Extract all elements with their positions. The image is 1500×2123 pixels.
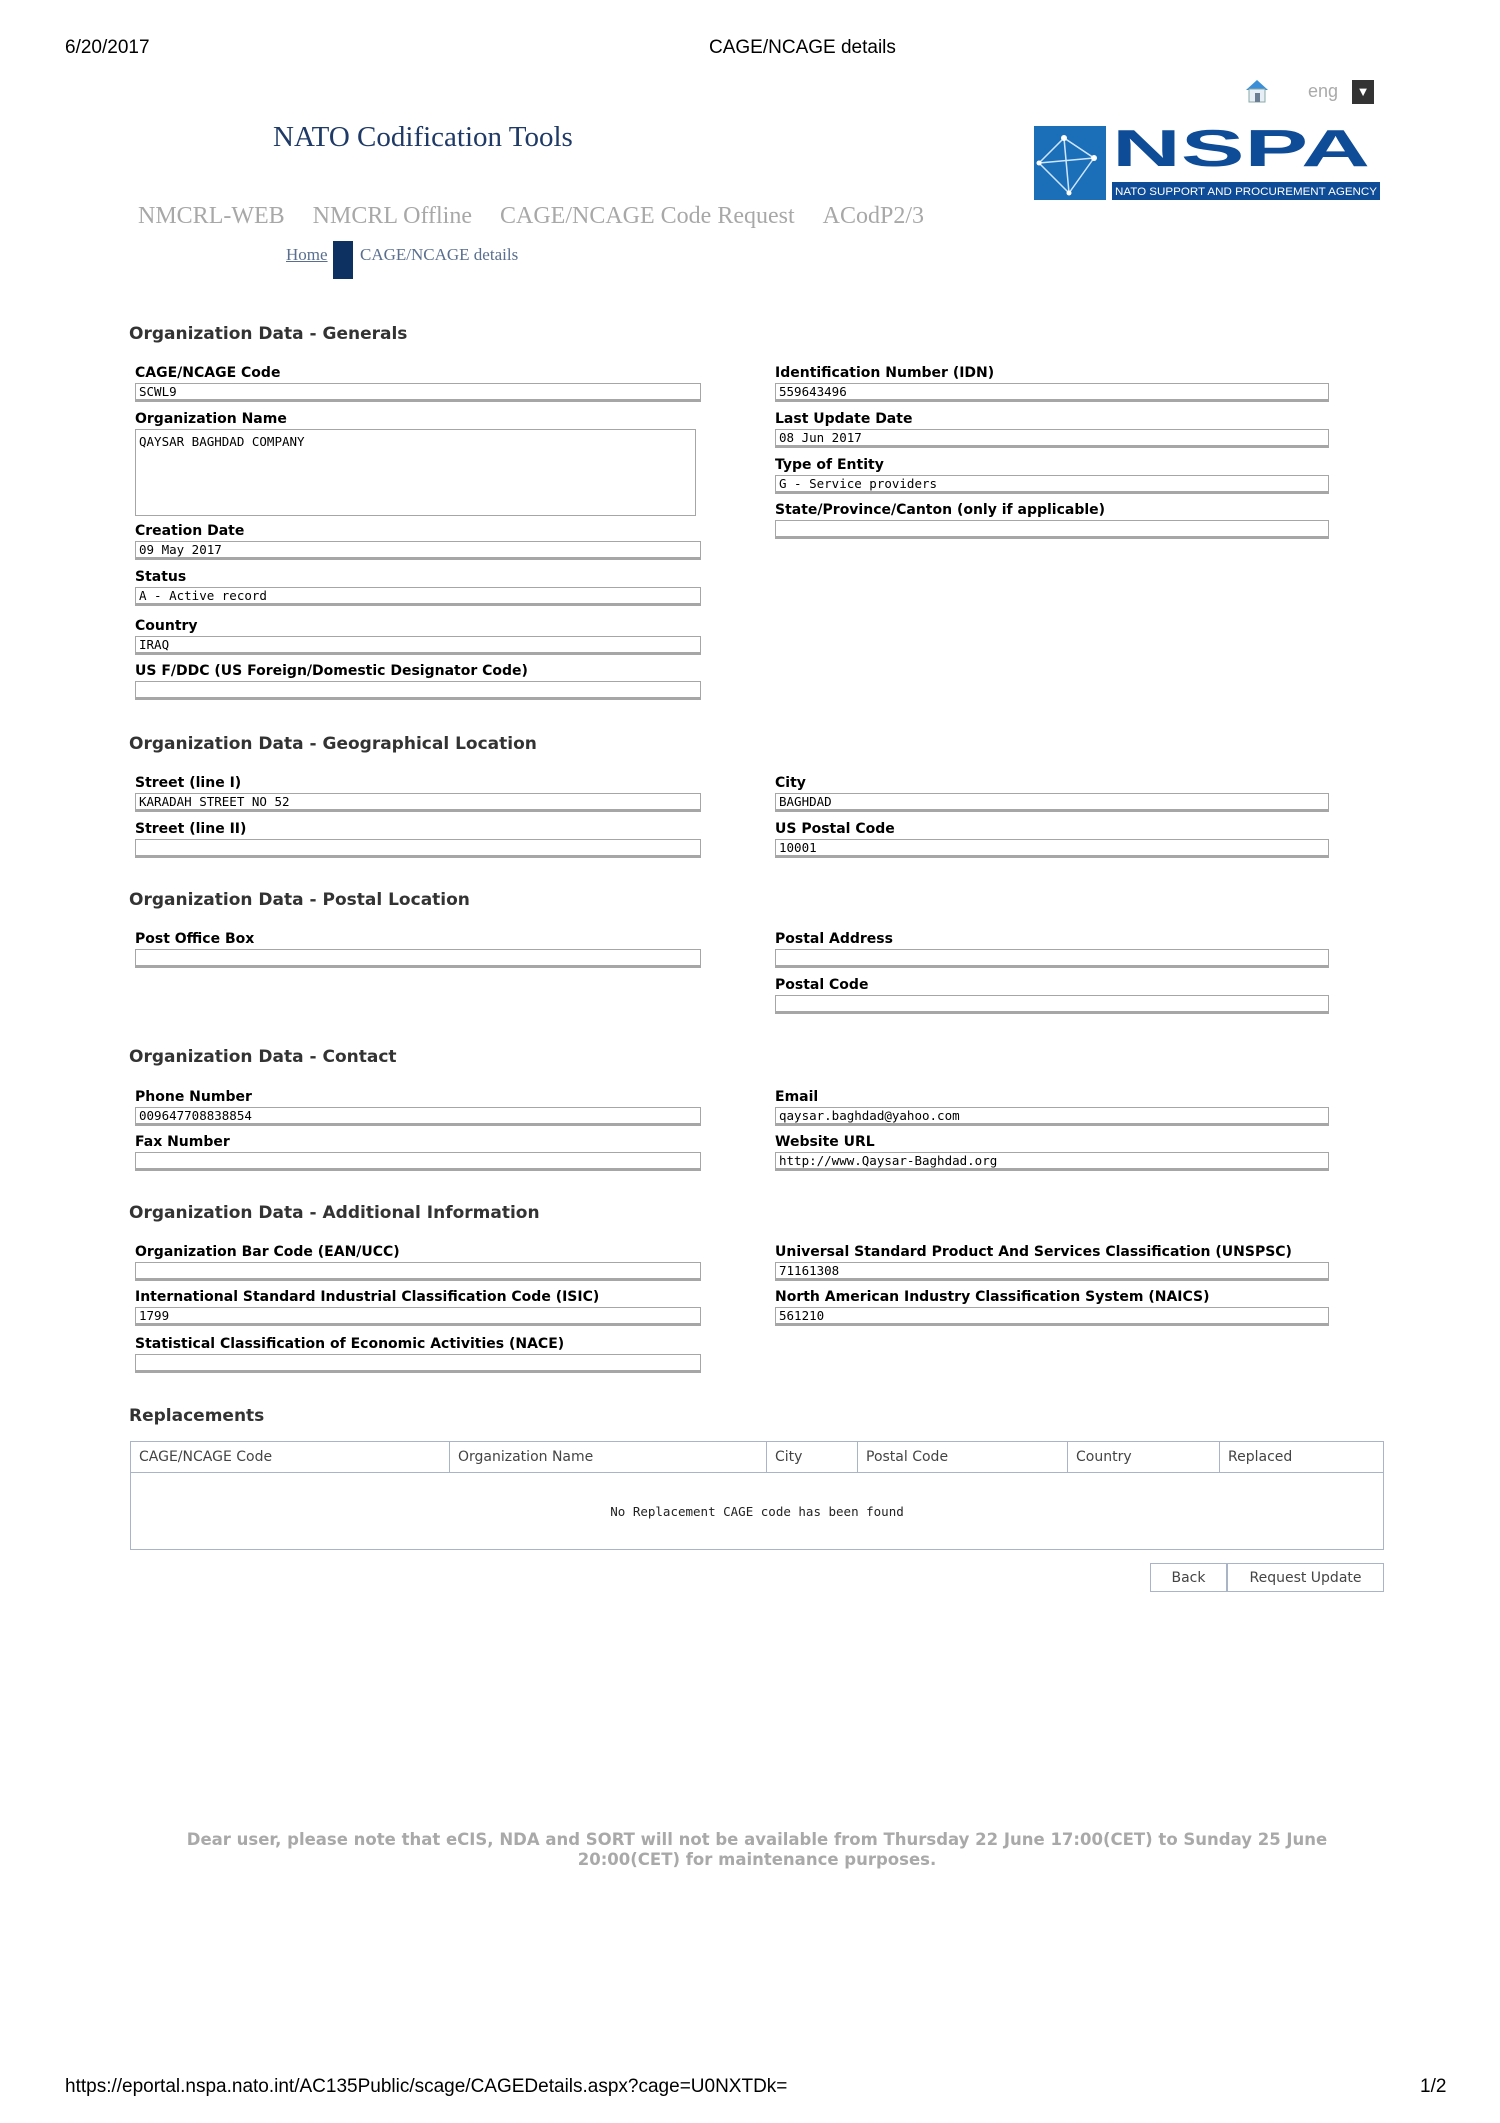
main-nav [138, 203, 924, 230]
print-page-number: 1/2 [1420, 2076, 1447, 2097]
phone-number-field[interactable]: 009647708838854 [135, 1107, 701, 1126]
maintenance-notice: Dear user, please note that eCIS, NDA and SORT will not be available from Thursday 22 June 17:00(CET) to Sunday 25 June 20:00(CET) for maintenance purposes. [186, 1830, 1328, 1869]
organization-name-label: Organization Name [135, 411, 287, 427]
print-title: CAGE/NCAGE details [709, 37, 896, 58]
breadcrumb-current: CAGE/NCAGE details [360, 245, 519, 264]
col-postal-code: Postal Code [858, 1442, 1068, 1473]
section-replacements: Replacements [129, 1406, 265, 1426]
universal-standard-product-and-services-classification-unspsc-field[interactable]: 71161308 [775, 1262, 1329, 1281]
type-of-entity-label: Type of Entity [775, 457, 884, 473]
nav-nmcrl-web[interactable]: NMCRL-WEB [138, 203, 285, 229]
city-field[interactable]: BAGHDAD [775, 793, 1329, 812]
city-label: City [775, 775, 806, 791]
creation-date-label: Creation Date [135, 523, 245, 539]
col-city: City [767, 1442, 858, 1473]
last-update-date-label: Last Update Date [775, 411, 913, 427]
section-contact: Organization Data - Contact [129, 1047, 397, 1067]
website-url-field[interactable]: http://www.Qaysar-Baghdad.org [775, 1152, 1329, 1171]
language-selector[interactable]: eng [1308, 81, 1339, 101]
postal-code-field[interactable] [775, 995, 1329, 1014]
street-line-ii-label: Street (line II) [135, 821, 247, 837]
us-f-ddc-us-foreign-domestic-designator-code-field[interactable] [135, 681, 701, 700]
cage-ncage-code-field[interactable]: SCWL9 [135, 383, 701, 402]
fax-number-label: Fax Number [135, 1134, 230, 1150]
statistical-classification-of-economic-activities-nace-label: Statistical Classification of Economic Activities (NACE) [135, 1336, 565, 1352]
svg-text:NSPA: NSPA [1112, 120, 1370, 178]
identification-number-idn-field[interactable]: 559643496 [775, 383, 1329, 402]
last-update-date-field[interactable]: 08 Jun 2017 [775, 429, 1329, 448]
street-line-ii-field[interactable] [135, 839, 701, 858]
us-postal-code-field[interactable]: 10001 [775, 839, 1329, 858]
international-standard-industrial-classification-code-isic-label: International Standard Industrial Classification Code (ISIC) [135, 1289, 600, 1305]
section-generals: Organization Data - Generals [129, 324, 408, 344]
nav-nmcrl-offline[interactable]: NMCRL Offline [312, 203, 472, 229]
country-field[interactable]: IRAQ [135, 636, 701, 655]
site-title: NATO Codification Tools [273, 121, 573, 153]
postal-address-field[interactable] [775, 949, 1329, 968]
replacements-table [130, 1441, 1384, 1550]
section-additional: Organization Data - Additional Information [129, 1203, 540, 1223]
north-american-industry-classification-system-naics-label: North American Industry Classification System (NAICS) [775, 1289, 1210, 1305]
website-url-label: Website URL [775, 1134, 875, 1150]
organization-bar-code-ean-ucc-field[interactable] [135, 1262, 701, 1281]
north-american-industry-classification-system-naics-field[interactable]: 561210 [775, 1307, 1329, 1326]
print-date: 6/20/2017 [65, 37, 150, 58]
postal-address-label: Postal Address [775, 931, 893, 947]
post-office-box-label: Post Office Box [135, 931, 255, 947]
fax-number-field[interactable] [135, 1152, 701, 1171]
section-geo: Organization Data - Geographical Location [129, 734, 537, 754]
status-field[interactable]: A - Active record [135, 587, 701, 606]
organization-bar-code-ean-ucc-label: Organization Bar Code (EAN/UCC) [135, 1244, 400, 1260]
phone-number-label: Phone Number [135, 1089, 252, 1105]
cage-ncage-code-label: CAGE/NCAGE Code [135, 365, 281, 381]
us-f-ddc-us-foreign-domestic-designator-code-label: US F/DDC (US Foreign/Domestic Designator Code) [135, 663, 528, 679]
email-field[interactable]: qaysar.baghdad@yahoo.com [775, 1107, 1329, 1126]
breadcrumb-home[interactable]: Home [286, 245, 328, 264]
street-line-i-field[interactable]: KARADAH STREET NO 52 [135, 793, 701, 812]
home-icon[interactable] [1243, 78, 1271, 104]
col-organization-name: Organization Name [450, 1442, 767, 1473]
creation-date-field[interactable]: 09 May 2017 [135, 541, 701, 560]
nspa-logo [1034, 120, 1382, 202]
breadcrumb-separator [333, 241, 353, 279]
back-button[interactable]: Back [1150, 1563, 1227, 1592]
email-label: Email [775, 1089, 819, 1105]
state-province-canton-only-if-applicable-label: State/Province/Canton (only if applicable) [775, 502, 1106, 518]
post-office-box-field[interactable] [135, 949, 701, 968]
street-line-i-label: Street (line I) [135, 775, 242, 791]
svg-text:NATO SUPPORT AND PROCUREMENT A: NATO SUPPORT AND PROCUREMENT AGENCY [1115, 186, 1378, 198]
empty-message: No Replacement CAGE code has been found [610, 1503, 904, 1519]
section-postal: Organization Data - Postal Location [129, 890, 470, 910]
col-replaced: Replaced [1220, 1442, 1384, 1473]
status-label: Status [135, 569, 187, 585]
identification-number-idn-label: Identification Number (IDN) [775, 365, 995, 381]
organization-name-field[interactable]: QAYSAR BAGHDAD COMPANY [135, 429, 696, 516]
nav-cage-code-request[interactable]: CAGE/NCAGE Code Request [500, 203, 795, 229]
state-province-canton-only-if-applicable-field[interactable] [775, 520, 1329, 539]
postal-code-label: Postal Code [775, 977, 869, 993]
chevron-down-icon[interactable]: ▼ [1352, 80, 1374, 104]
print-url: https://eportal.nspa.nato.int/AC135Public/scage/CAGEDetails.aspx?cage=U0NXTDk= [65, 2076, 788, 2097]
col-cage-code: CAGE/NCAGE Code [131, 1442, 450, 1473]
type-of-entity-field[interactable]: G - Service providers [775, 475, 1329, 494]
universal-standard-product-and-services-classification-unspsc-label: Universal Standard Product And Services Classification (UNSPSC) [775, 1244, 1292, 1260]
col-country: Country [1068, 1442, 1220, 1473]
request-update-button[interactable]: Request Update [1227, 1563, 1384, 1592]
table-header-row [131, 1442, 1384, 1473]
international-standard-industrial-classification-code-isic-field[interactable]: 1799 [135, 1307, 701, 1326]
country-label: Country [135, 618, 198, 634]
us-postal-code-label: US Postal Code [775, 821, 895, 837]
nav-acodp[interactable]: ACodP2/3 [822, 203, 925, 229]
statistical-classification-of-economic-activities-nace-field[interactable] [135, 1354, 701, 1373]
